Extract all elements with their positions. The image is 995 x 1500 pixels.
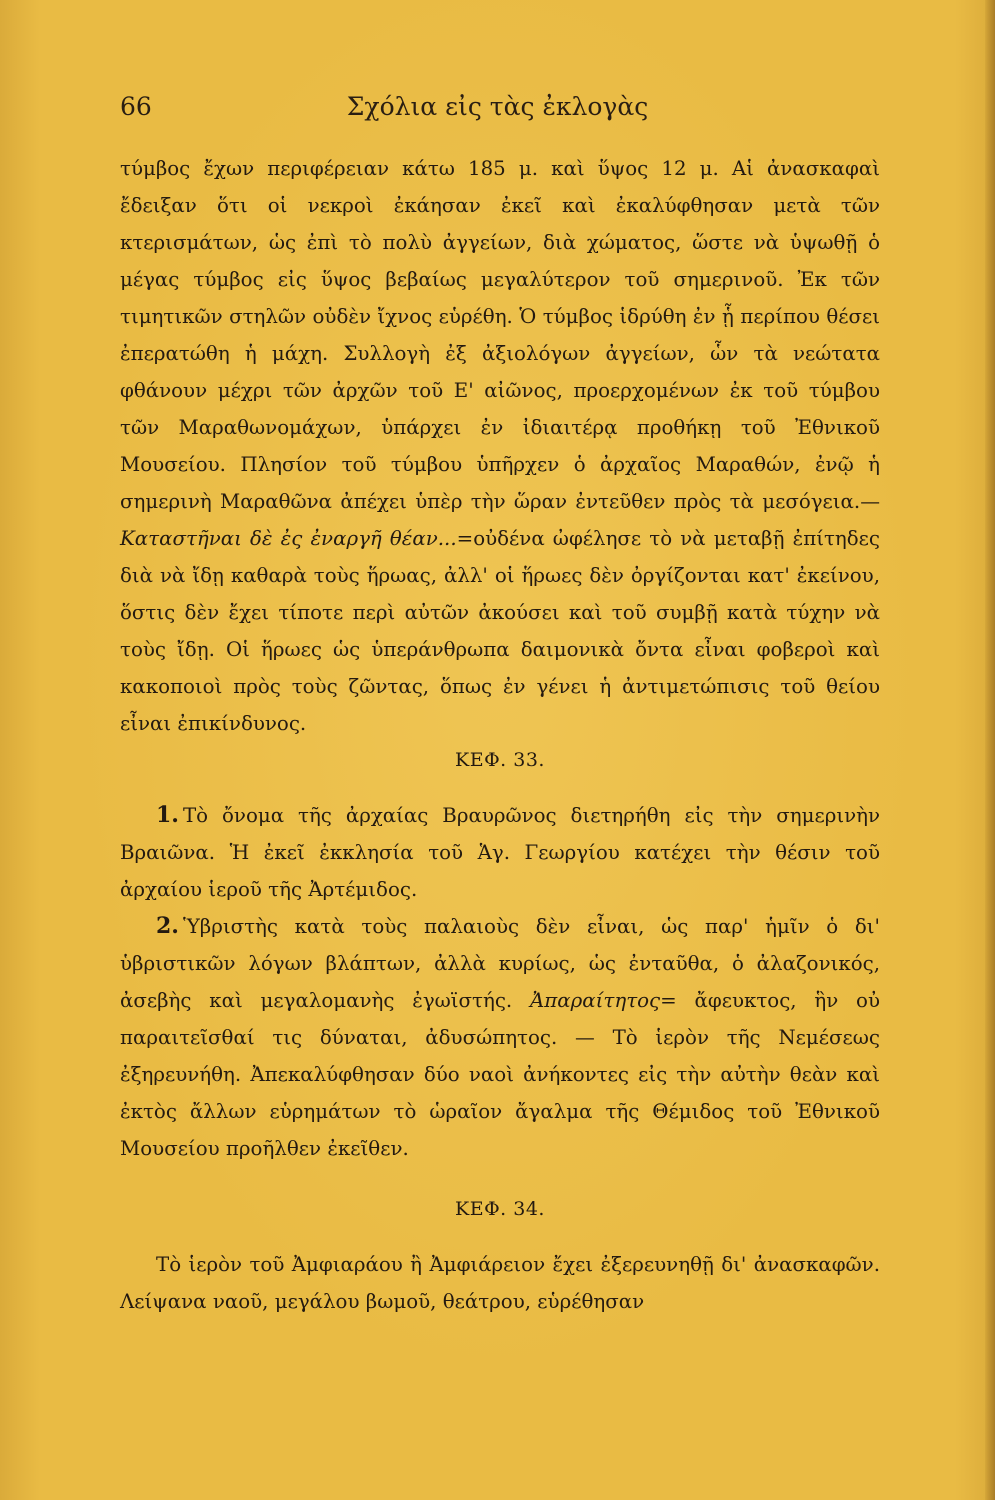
- running-head: [120, 92, 875, 132]
- chapter33-item-1: [120, 797, 880, 908]
- italic-quote: Καταστῆναι δὲ ἐς ἐναργῆ θέαν...: [120, 527, 457, 550]
- chapter34-paragraph: Τὸ ἱερὸν τοῦ Ἀμφιαράου ἢ Ἀμφιάρειον ἔχει ἐξερευνηθῇ δι' ἀνασκαφῶν. Λείψανα ναοῦ, μεγάλου βωμοῦ, θεάτρου, εὑρέθησαν: [120, 1253, 880, 1313]
- item-text: = ἄφευκτος, ἣν οὐ παραιτεῖσθαί τις δύναται, ἀδυσώπητος. — Τὸ ἱερὸν τῆς Νεμέσεως ἐξηρευνήθη. Ἀπεκαλύφθησαν δύο ναοὶ ἀνήκοντες εἰς τὴν αὐτὴν θεὰν καὶ ἐκτὸς ἄλλων εὑρημάτων τὸ ὡραῖον ἄγαλμα τῆς Θέμιδος τοῦ Ἐθνικοῦ Μουσείου προῆλθεν ἐκεῖθεν.: [120, 989, 880, 1160]
- paragraph-text: τύμβος ἔχων περιφέρειαν κάτω 185 μ. καὶ ὕψος 12 μ. Αἱ ἀνασκαφαὶ ἔδειξαν ὅτι οἱ νεκροὶ ἐκάησαν ἐκεῖ καὶ ἐκαλύφθησαν μετὰ τῶν κτερισμάτων, ὡς ἐπὶ τὸ πολὺ ἀγγείων, διὰ χώματος, ὥστε νὰ ὑψωθῇ ὁ μέγας τύμβος εἰς ὕψος βεβαίως μεγαλύτερον τοῦ σημερινοῦ. Ἐκ τῶν τιμητικῶν στηλῶν οὐδὲν ἴχνος εὑρέθη. Ὁ τύμβος ἱδρύθη ἐν ᾗ περίπου θέσει ἐπερατώθη ἡ μάχη. Συλλογὴ ἐξ ἀξιολόγων ἀγγείων, ὧν τὰ νεώτατα φθάνουν μέχρι τῶν ἀρχῶν τοῦ Ε' αἰῶνος, προερχομένων ἐκ τοῦ τύμβου τῶν Μαραθωνομάχων, ὑπάρχει ἐν ἰδιαιτέρᾳ προθήκῃ τοῦ Ἐθνικοῦ Μουσείου. Πλησίον τοῦ τύμβου ὑπῆρχεν ὁ ἀρχαῖος Μαραθών, ἐνῷ ἡ σημερινὴ Μαραθῶνα ἀπέχει ὑπὲρ τὴν ὥραν ἐντεῦθεν πρὸς τὰ μεσόγεια.—: [120, 157, 880, 513]
- paragraph-text: =οὐδένα ὠφέλησε τὸ νὰ μεταβῇ ἐπίτηδες διὰ νὰ ἴδῃ καθαρὰ τοὺς ἥρωας, ἀλλ' οἱ ἥρωες δὲν ὀργίζονται κατ' ἐκείνου, ὅστις δὲν ἔχει τίποτε περὶ αὐτῶν ἀκούσει καὶ τοῦ συμβῇ κατὰ τύχην νὰ τοὺς ἴδῃ. Οἱ ἥρωες ὡς ὑπεράνθρωπα δαιμονικὰ ὄντα εἶναι φοβεροὶ καὶ κακοποιοὶ πρὸς τοὺς ζῶντας, ὅπως ἐν γένει ἡ ἀντιμετώπισις τοῦ θείου εἶναι ἐπικίνδυνος.: [120, 527, 880, 735]
- spacer: [120, 1228, 880, 1246]
- item-number: 2.: [156, 913, 179, 939]
- item-text: Τὸ ὄνομα τῆς ἀρχαίας Βραυρῶνος διετηρήθη εἰς τὴν σημερινὴν Βραιῶνα. Ἡ ἐκεῖ ἐκκλησία τοῦ Ἁγ. Γεωργίου κατέχει τὴν θέσιν τοῦ ἀρχαίου ἱεροῦ τῆς Ἀρτέμιδος.: [120, 804, 880, 901]
- chapter-heading-33: ΚΕΦ. 33.: [455, 749, 545, 771]
- italic-term: Ἀπαραίτητος: [530, 989, 661, 1012]
- page-edge: [985, 0, 995, 1500]
- page-number: 66: [120, 92, 152, 121]
- item-text: Ὑβριστὴς κατὰ τοὺς παλαιοὺς δὲν εἶναι, ὡς παρ' ἡμῖν ὁ δι' ὑβριστικῶν λόγων βλάπτων, ἀλλὰ κυρίως, ὡς ἐνταῦθα, ὁ ἀλαζονικός, ἀσεβὴς καὶ μεγαλομανὴς ἐγωϊστής.: [120, 915, 880, 1012]
- paragraph-continued: [120, 150, 880, 742]
- spacer: [120, 779, 880, 797]
- chapter33-item-2: [120, 908, 880, 1167]
- header-title: Σχόλια εἰς τὰς ἐκλογὰς: [346, 92, 649, 121]
- item-number: 1.: [156, 802, 179, 828]
- chapter-heading-34: ΚΕΦ. 34.: [455, 1198, 545, 1220]
- spacer: [120, 1167, 880, 1191]
- body-text: [120, 150, 880, 1320]
